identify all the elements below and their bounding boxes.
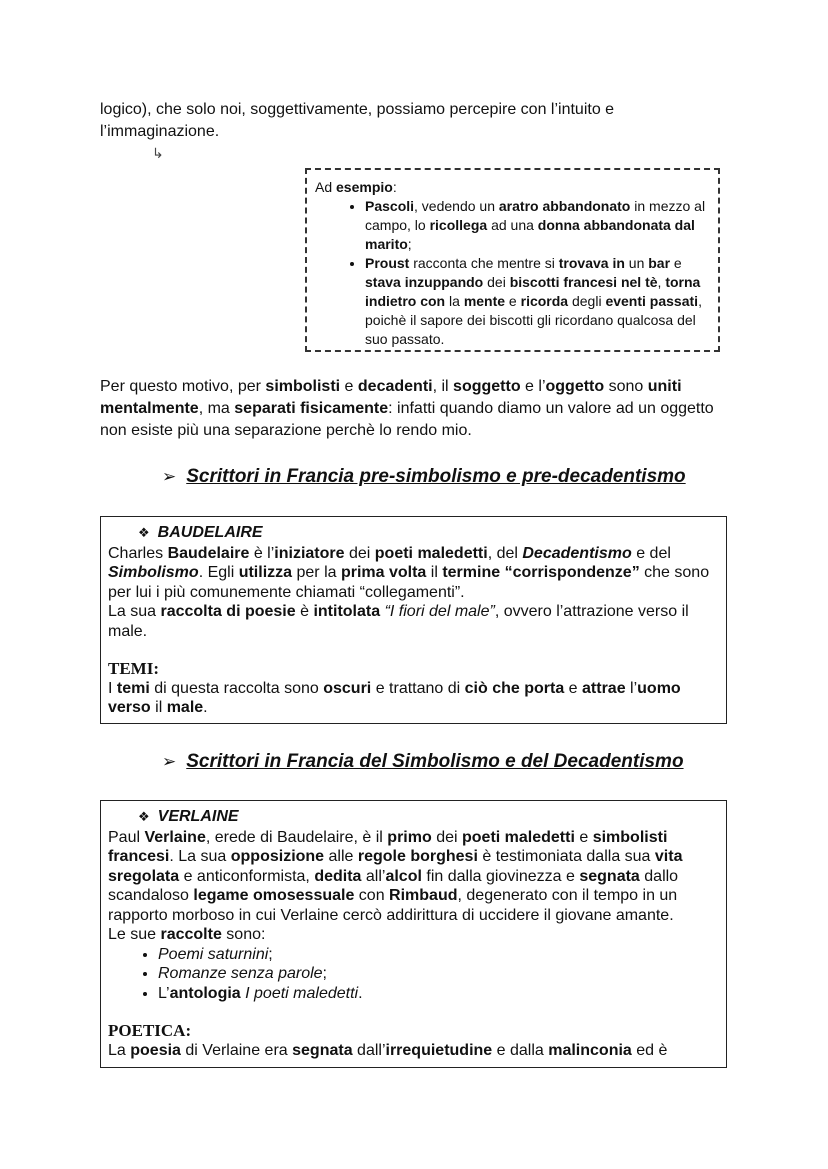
verlaine-title-row xyxy=(108,807,719,828)
diamond-bullet-icon: ❖ xyxy=(138,526,150,541)
intro-line-1: logico), che solo noi, soggettivamente, possiamo percepire con l’intuito e xyxy=(100,101,615,118)
baudelaire-title: BAUDELAIRE xyxy=(157,524,263,541)
heading-text: Scrittori in Francia del Simbolismo e del Decadentismo xyxy=(186,751,684,772)
verlaine-paragraph-1: Paul Verlaine, erede di Baudelaire, è il primo dei poeti maledetti e simbolisti francesi. La sua opposizione alle regole borghesi è testimoniata dalla sua vita sregolata e anticonformista, dedita all’alcol fin dalla giovinezza e segnata dallo scandaloso legame omosessuale con Rimbaud, degenerato con il tempo in un rapporto morboso in cui Verlaine cercò addirittura di uccidere il giovane amante. xyxy=(108,828,683,924)
example-item-pascoli: • Pascoli, vedendo un aratro abbandonato in mezzo al campo, lo ricollega ad una donna abbandonata dal marito; xyxy=(365,197,708,254)
verlaine-box xyxy=(100,800,727,1068)
list-item: • L’antologia I poeti maledetti. xyxy=(158,984,719,1004)
baudelaire-title-row xyxy=(108,523,719,544)
example-item-proust: • Proust racconta che mentre si trovava in un bar e stava inzuppando dei biscotti francesi nel tè, torna indietro con la mente e ricorda degli eventi passati, poichè il sapore dei biscotti gli ricordano qualcosa del suo passato. xyxy=(365,254,708,349)
heading-text: Scrittori in Francia pre-simbolismo e pre-decadentismo xyxy=(186,466,686,487)
baudelaire-paragraph-2: La sua raccolta di poesie è intitolata “I fiori del male”, ovvero l’attrazione verso il male. xyxy=(108,603,689,640)
arrowhead-bullet-icon: ➢ xyxy=(162,752,177,772)
diamond-bullet-icon: ❖ xyxy=(138,810,150,825)
list-item: • Romanze senza parole; xyxy=(158,964,719,984)
poetica-heading: POETICA: xyxy=(108,1021,192,1040)
example-box xyxy=(305,168,720,352)
raccolte-list xyxy=(108,945,719,1004)
example-label: Ad esempio: xyxy=(315,179,397,195)
down-right-arrow-icon: ↳ xyxy=(152,146,164,162)
baudelaire-box xyxy=(100,516,727,724)
arrowhead-bullet-icon: ➢ xyxy=(162,467,177,487)
baudelaire-paragraph-1: Charles Baudelaire è l’iniziatore dei poeti maledetti, del Decadentismo e del Simbolismo. Egli utilizza per la prima volta il termine “corrispondenze” che sono per lui i più comunemente chiamati “collegamenti”. xyxy=(108,544,710,601)
temi-heading: TEMI: xyxy=(108,659,159,678)
example-list xyxy=(315,197,708,349)
verlaine-title: VERLAINE xyxy=(157,808,239,825)
intro-line-2: l’immaginazione. xyxy=(100,123,220,140)
subject-object-paragraph: Per questo motivo, per simbolisti e decadenti, il soggetto e l’oggetto sono uniti mentalmente, ma separati fisicamente: infatti quando diamo un valore ad un oggetto non esiste più una separazione perchè lo rendo mio. xyxy=(100,378,714,439)
list-item: • Poemi saturnini; xyxy=(158,945,719,965)
section-heading-symbolism xyxy=(162,751,684,773)
intro-paragraph xyxy=(100,99,740,143)
poetica-paragraph: La poesia di Verlaine era segnata dall’irrequietudine e dalla malinconia ed è xyxy=(108,1041,668,1059)
temi-paragraph: I temi di questa raccolta sono oscuri e trattano di ciò che porta e attrae l’uomo verso il male. xyxy=(108,679,681,716)
raccolte-intro: Le sue raccolte sono: xyxy=(108,926,266,943)
section-heading-pre-symbolism xyxy=(162,466,686,488)
